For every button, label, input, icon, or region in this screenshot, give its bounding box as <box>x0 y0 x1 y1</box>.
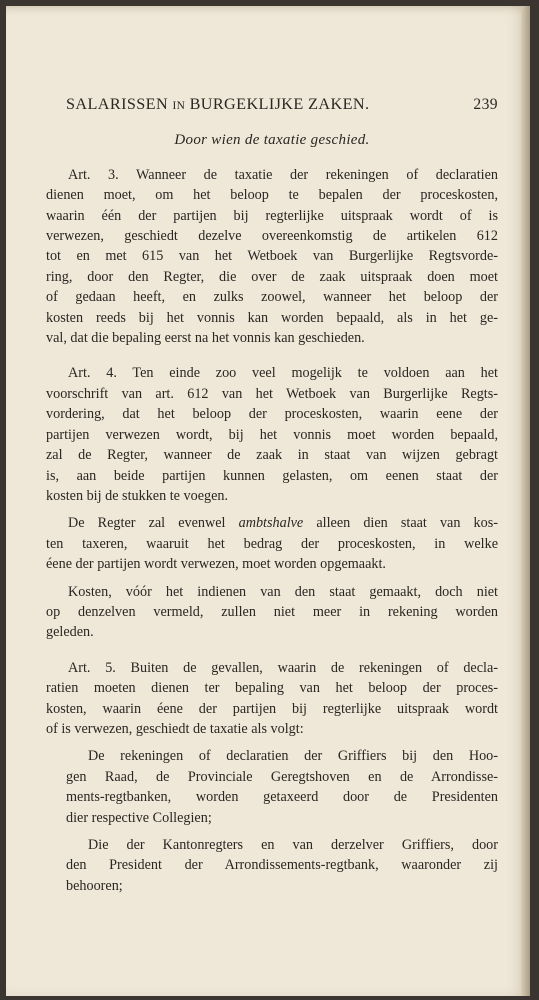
header-word-salarissen: SALARISSEN <box>66 95 169 113</box>
header-title <box>66 94 369 116</box>
header-word-zaken: BURGEKLIJKE ZAKEN. <box>189 95 370 113</box>
text-span: De Regter zal evenwel <box>68 515 239 532</box>
text-line: kosten bij de stukken te voegen. <box>46 487 229 504</box>
text-line: geleden. <box>46 624 94 641</box>
text-line: De rekeningen of declaratien der Griffiers bij den Hoo- <box>88 748 498 765</box>
text-line: Art. 5. Buiten de gevallen, waarin de rekeningen of decla- <box>68 659 498 676</box>
italic-term: ambtshalve <box>238 515 304 532</box>
text-line: Art. 3. Wanneer de taxatie der rekeningen of declaratien <box>68 166 498 183</box>
page-text <box>46 94 498 896</box>
text-line: gen Raad, de Provinciale Geregtshoven en de Arrondisse- <box>66 768 498 785</box>
item-kantonregters <box>46 835 498 896</box>
text-line: éene der partijen wordt verwezen, moet worden opgemaakt. <box>46 556 386 573</box>
text-line: ments-regtbanken, worden getaxeerd door de Presidenten <box>66 789 498 806</box>
text-line: vordering, dat het beloop der proceskosten, waarin eene der <box>46 406 498 423</box>
section-title: Door wien de taxatie geschied. <box>174 132 370 149</box>
text-line: voorschrift van art. 612 van het Wetboek van Burgerlijke Regts- <box>46 385 498 402</box>
article-3 <box>46 165 498 349</box>
header-word-in: IN <box>172 100 186 112</box>
text-line: kosten, waarin éene der partijen bij regterlijke uitspraak wordt <box>46 700 498 717</box>
item-griffiers <box>46 746 498 828</box>
text-line: is, aan beide partijen kunnen gelasten, om eenen staat der <box>46 467 498 484</box>
running-header <box>66 94 498 116</box>
text-line: kosten reeds bij het vonnis kan worden bepaald, als in het ge- <box>46 309 498 326</box>
text-line: ten taxeren, waaruit het bedrag der proceskosten, in welke <box>46 535 498 552</box>
text-line: ratien moeten dienen ter bepaling van het beloop der proces- <box>46 680 498 697</box>
book-page <box>6 6 530 996</box>
text-line: dienen moet, om het beloop te bepalen der proceskosten, <box>46 187 498 204</box>
text-line: val, dat die bepaling eerst na het vonnis kan geschieden. <box>46 330 365 347</box>
text-line: partijen verwezen wordt, bij het vonnis moet worden bepaald, <box>46 426 498 443</box>
text-line: verwezen, geschiedt dezelve overeenkomstig de artikelen 612 <box>46 228 498 245</box>
text-line: zal de Regter, wanneer de zaak in staat van wijzen gebragt <box>46 447 498 464</box>
text-line: of is verwezen, geschiedt de taxatie als volgt: <box>46 720 304 737</box>
text-line: waarin één der partijen bij regterlijke uitspraak wordt of is <box>46 207 498 224</box>
text-line: Die der Kantonregters en van derzelver Griffiers, door <box>88 837 498 853</box>
text-line: Art. 4. Ten einde zoo veel mogelijk te voldoen aan het <box>68 365 498 382</box>
text-line: dier respective Collegien; <box>66 809 212 826</box>
text-line: tot en met 615 van het Wetboek van Burgerlijke Regtsvorde- <box>46 248 498 265</box>
article-4 <box>46 363 498 506</box>
page-edge <box>521 6 530 996</box>
text-line: ring, door den Regter, die over de zaak uitspraak doen moet <box>46 268 498 285</box>
text-line: of gedaan heeft, en zulks zoowel, wanneer het beloop der <box>46 289 498 306</box>
text-line: Kosten, vóór het indienen van den staat gemaakt, doch niet <box>68 583 498 600</box>
text-line: behooren; <box>66 877 123 894</box>
paragraph-regter <box>46 513 498 574</box>
article-5 <box>46 658 498 740</box>
text-line: op denzelven vermeld, zullen niet meer in rekening worden <box>46 603 498 620</box>
text-line: den President der Arrondissements-regtbank, waaronder zij <box>66 857 498 874</box>
page-number: 239 <box>473 96 498 113</box>
text-span: alleen dien staat van kos- <box>303 515 498 532</box>
text-line <box>46 513 498 533</box>
paragraph-kosten <box>46 582 498 643</box>
